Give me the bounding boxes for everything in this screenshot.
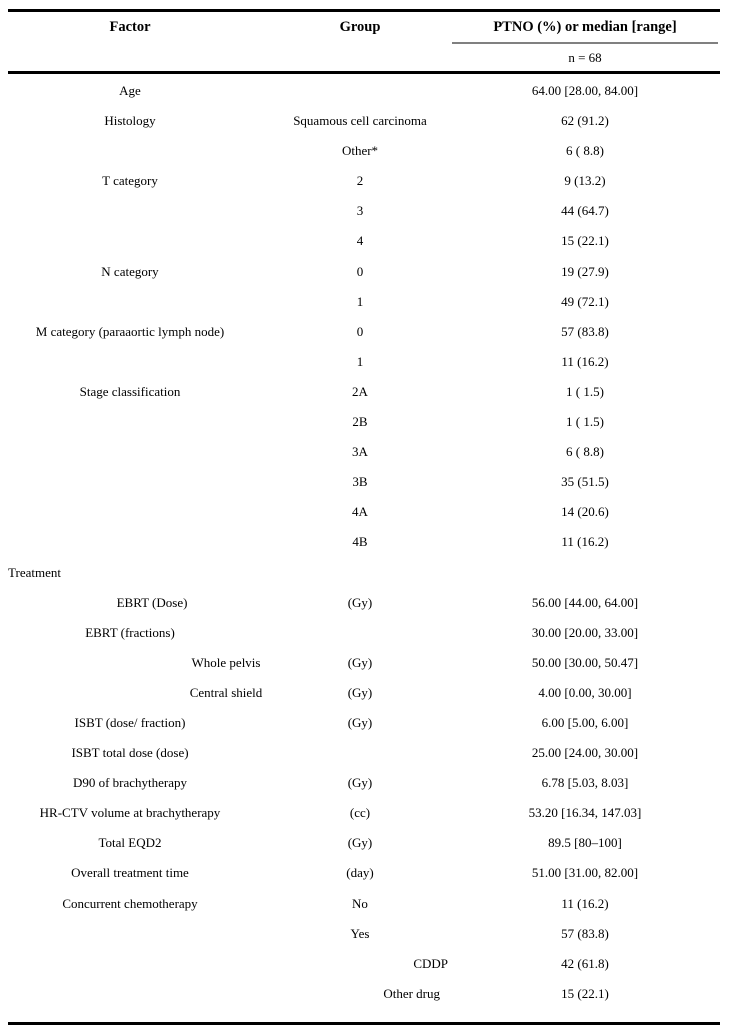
cell-value: 11 (16.2)	[561, 534, 609, 550]
cell-value: 6 ( 8.8)	[566, 444, 604, 460]
table-row	[0, 230, 729, 260]
table-row	[0, 531, 729, 561]
cell-value: 30.00 [20.00, 33.00]	[531, 624, 639, 640]
cell-value: 64.00 [28.00, 84.00]	[531, 83, 639, 98]
cell-factor: Histology	[104, 113, 156, 129]
table-row	[0, 832, 729, 862]
cell-value: 49 (72.1)	[561, 293, 609, 309]
cell-value: 89.5 [80–100]	[548, 835, 622, 851]
cell-value: 1 ( 1.5)	[566, 414, 604, 430]
cell-value: 1 ( 1.5)	[566, 383, 604, 399]
table-top-rule	[8, 9, 720, 12]
cell-group: CDDP	[413, 955, 448, 971]
table-header-rule	[8, 71, 720, 74]
cell-group: 1	[356, 353, 364, 369]
cell-group: Squamous cell carcinoma	[293, 113, 427, 129]
cell-value: 44 (64.7)	[561, 203, 609, 219]
cell-factor: ISBT total dose (dose)	[71, 745, 189, 761]
cell-factor: ISBT (dose/ fraction)	[74, 714, 186, 730]
cell-group: 2A	[352, 383, 368, 399]
table-row	[0, 200, 729, 230]
cell-value: 19 (27.9)	[561, 263, 609, 279]
table-row	[0, 80, 729, 110]
cell-value: 11 (16.2)	[561, 353, 609, 369]
table-row	[0, 983, 729, 1013]
table-row	[0, 923, 729, 953]
table-row	[0, 441, 729, 471]
cell-group: Other drug	[383, 985, 440, 1001]
table-row	[0, 291, 729, 321]
cell-value: 14 (20.6)	[561, 504, 609, 520]
table-row	[0, 110, 729, 140]
cell-value: 50.00 [30.00, 50.47]	[531, 654, 639, 670]
column-header-value: PTNO (%) or median [range]	[493, 19, 677, 35]
table-row	[0, 411, 729, 441]
cell-factor: HR-CTV volume at brachytherapy	[39, 805, 221, 821]
cell-value: 11 (16.2)	[561, 895, 609, 911]
cell-factor: Total EQD2	[98, 835, 162, 851]
cell-value: 9 (13.2)	[564, 173, 606, 189]
cell-factor: Whole pelvis	[191, 654, 261, 670]
cell-value: 57 (83.8)	[561, 323, 609, 339]
cell-factor: Central shield	[189, 684, 263, 700]
cell-group: Other*	[341, 143, 379, 159]
cell-value: 35 (51.5)	[561, 474, 609, 490]
cell-factor: Overall treatment time	[71, 865, 189, 881]
cell-value: 4.00 [0.00, 30.00]	[538, 684, 632, 700]
column-header-group: Group	[339, 19, 381, 35]
table-row	[0, 140, 729, 170]
table-row	[0, 170, 729, 200]
column-header-factor: Factor	[109, 19, 151, 35]
cell-group: No	[352, 895, 368, 911]
cell-value: 51.00 [31.00, 82.00]	[531, 865, 639, 881]
cell-factor: EBRT (Dose)	[116, 594, 188, 610]
cell-factor: Treatment	[8, 564, 61, 580]
cell-group: (Gy)	[347, 594, 373, 610]
table-row	[0, 471, 729, 501]
cell-value: 6.00 [5.00, 6.00]	[541, 714, 629, 730]
table-row	[0, 893, 729, 923]
table-row	[0, 562, 729, 592]
cell-group: (Gy)	[347, 835, 373, 851]
column-header-sample-size: n = 68	[568, 50, 602, 65]
cell-group: 4B	[352, 534, 368, 550]
table-row	[0, 862, 729, 892]
cell-value: 62 (91.2)	[561, 113, 609, 129]
cell-value: 42 (61.8)	[561, 955, 609, 971]
cell-group: (Gy)	[347, 684, 373, 700]
cell-group: 2	[356, 173, 364, 189]
table-header-row	[0, 16, 729, 42]
cell-factor: N category	[101, 263, 159, 279]
cell-factor: EBRT (fractions)	[85, 624, 175, 640]
cell-value: 56.00 [44.00, 64.00]	[531, 594, 639, 610]
table-row	[0, 261, 729, 291]
cell-group: 3	[356, 203, 364, 219]
table-body	[0, 80, 729, 1013]
cell-group: (cc)	[349, 805, 371, 821]
table-row	[0, 321, 729, 351]
cell-group: 0	[356, 263, 364, 279]
cell-group: 4	[356, 233, 364, 249]
table-row	[0, 381, 729, 411]
cell-factor: Concurrent chemotherapy	[62, 895, 198, 911]
cell-group: (Gy)	[347, 654, 373, 670]
cell-value: 6.78 [5.03, 8.03]	[541, 775, 629, 791]
cell-group: (Gy)	[347, 775, 373, 791]
table-row	[0, 802, 729, 832]
table-row	[0, 652, 729, 682]
cell-factor: T category	[102, 173, 158, 189]
cell-value: 53.20 [16.34, 147.03]	[528, 805, 642, 821]
cell-group: 3A	[352, 444, 368, 460]
cell-factor: M category (paraaortic lymph node)	[35, 323, 225, 339]
cell-factor: D90 of brachytherapy	[72, 775, 188, 791]
table-row	[0, 501, 729, 531]
table-row	[0, 351, 729, 381]
column-header-value-underline	[452, 42, 718, 44]
cell-group: 3B	[352, 474, 368, 490]
cell-factor: Stage classification	[79, 383, 181, 399]
table-bottom-rule	[8, 1022, 720, 1025]
table-row	[0, 682, 729, 712]
cell-group: Yes	[350, 925, 370, 941]
table-row	[0, 953, 729, 983]
cell-value: 57 (83.8)	[561, 925, 609, 941]
cell-factor: Age	[119, 83, 141, 98]
cell-value: 6 ( 8.8)	[566, 143, 604, 159]
cell-group: 4A	[352, 504, 368, 520]
table-row	[0, 592, 729, 622]
table-row	[0, 622, 729, 652]
cell-value: 15 (22.1)	[561, 233, 609, 249]
cell-value: 25.00 [24.00, 30.00]	[531, 745, 639, 761]
cell-group: (Gy)	[347, 714, 373, 730]
table-row	[0, 712, 729, 742]
table-row	[0, 772, 729, 802]
cell-group: (day)	[346, 865, 374, 881]
cell-group: 2B	[352, 414, 368, 430]
cell-group: 0	[356, 323, 364, 339]
cell-value: 15 (22.1)	[561, 985, 609, 1001]
table-row	[0, 742, 729, 772]
cell-group: 1	[356, 293, 364, 309]
